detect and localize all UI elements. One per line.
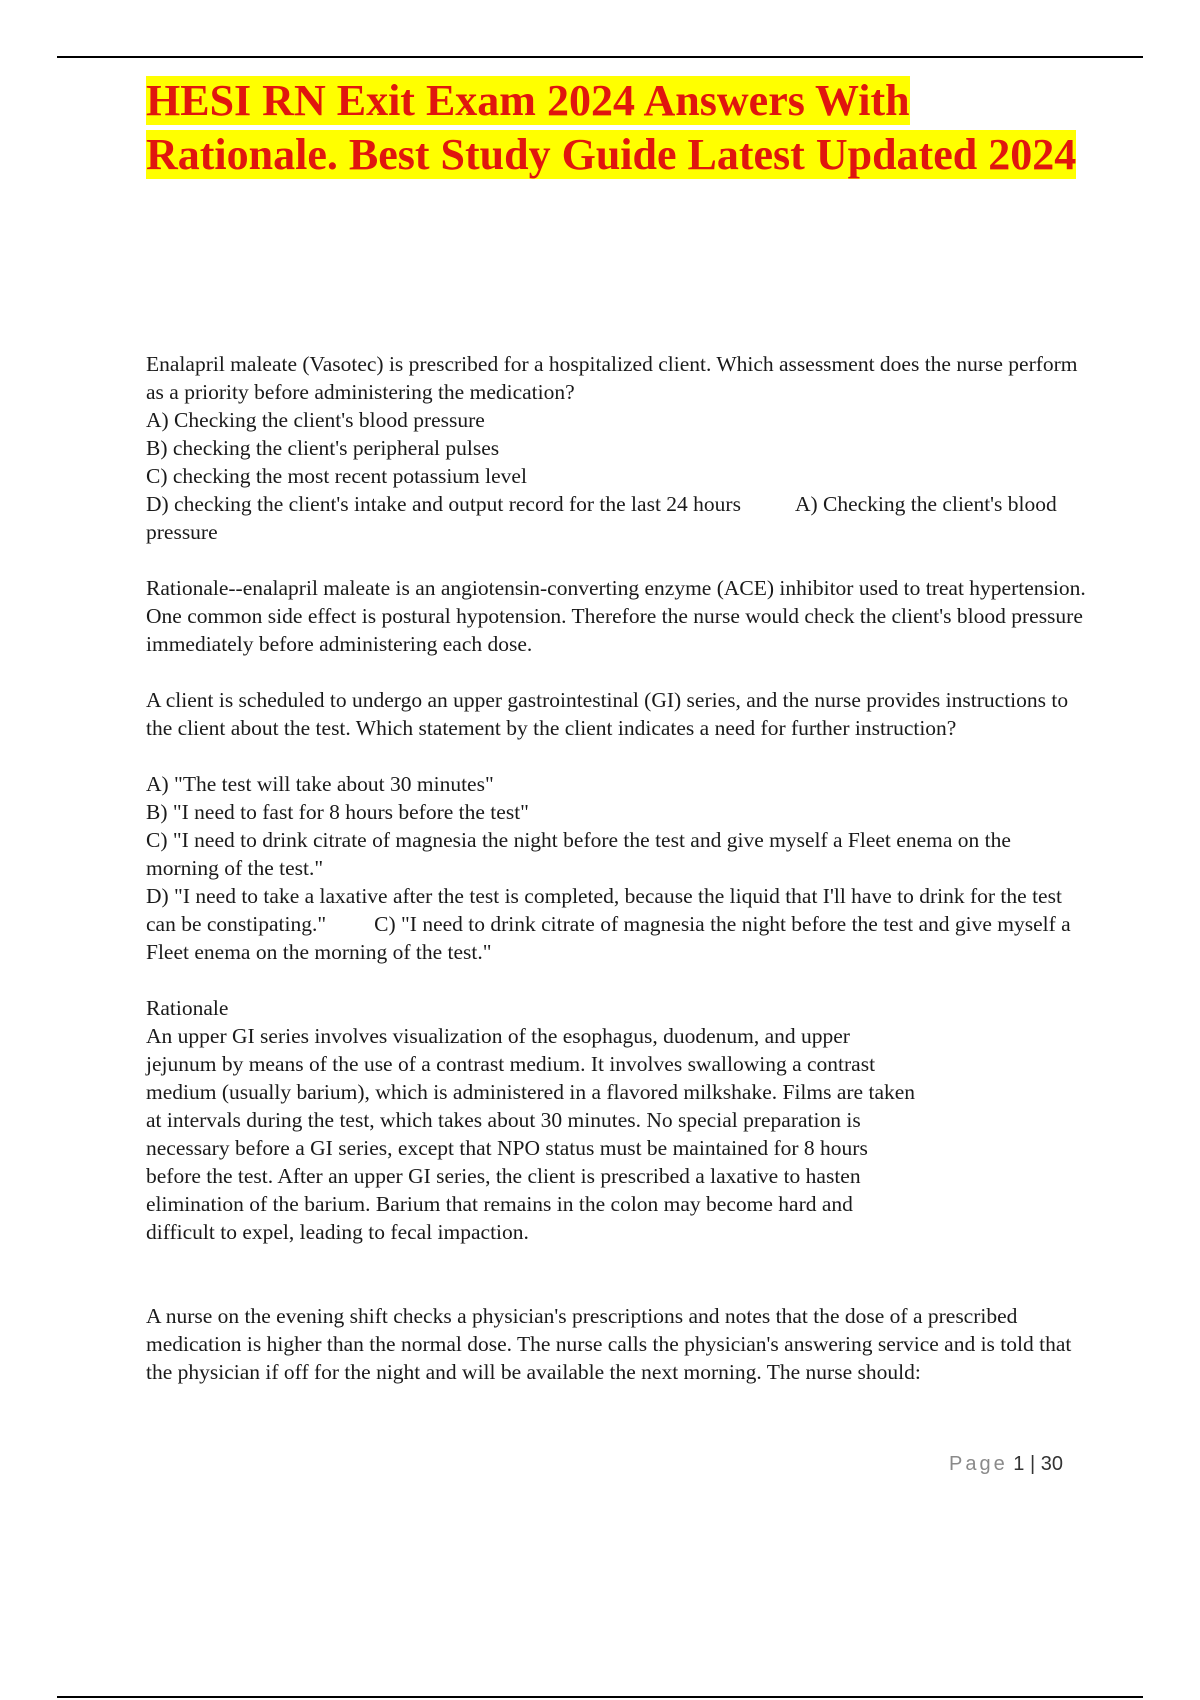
rationale-line: An upper GI series involves visualization of the esophagus, duodenum, and upper: [146, 1024, 850, 1048]
question-1-option-d: D) checking the client's intake and output record for the last 24 hours: [146, 492, 741, 516]
question-1-option-c: C) checking the most recent potassium level: [146, 464, 527, 488]
question-2-option-c: C) "I need to drink citrate of magnesia the night before the test and give myself a Fleet enema on the morning of the test.": [146, 828, 1011, 880]
question-1-stem: Enalapril maleate (Vasotec) is prescribed for a hospitalized client. Which assessment does the nurse perform as a priority before administering the medication?: [146, 352, 1078, 404]
question-3-stem: A nurse on the evening shift checks a physician's prescriptions and notes that the dose of a prescribed medication is higher than the normal dose. The nurse calls the physician's answering service and is told that the physician if off for the night and will be available the next morning. The nurse should:: [146, 1304, 1072, 1384]
question-2-option-d: D) "I need to take a laxative after the test is completed, because the liquid that I'll have to drink for the test can be constipating.": [146, 884, 1062, 936]
question-2-rationale-heading: Rationale: [146, 996, 229, 1020]
question-2-option-d-line: [146, 882, 1086, 966]
question-1-option-b: B) checking the client's peripheral pulses: [146, 436, 500, 460]
question-1-rationale: Rationale--enalapril maleate is an angiotensin-converting enzyme (ACE) inhibitor used to treat hypertension. One common side effect is postural hypotension. Therefore the nurse would check the client's blood pressure immediately before administering each dose.: [146, 576, 1086, 656]
document-body: [146, 350, 1086, 1386]
rationale-line: medium (usually barium), which is administered in a flavored milkshake. Films are taken: [146, 1080, 916, 1104]
document-title: [146, 74, 1086, 182]
page-label: Page: [949, 1453, 1008, 1475]
page-separator: |: [1029, 1453, 1036, 1475]
question-2-answer: C) "I need to drink citrate of magnesia the night before the test and give myself a Fleet enema on the morning of the test.": [146, 912, 1071, 964]
top-rule: [57, 56, 1143, 58]
page-footer: [949, 1453, 1063, 1476]
question-2-option-b: B) "I need to fast for 8 hours before the test": [146, 800, 529, 824]
question-2-option-a: A) "The test will take about 30 minutes": [146, 772, 494, 796]
question-1-answer: A) Checking the client's blood pressure: [146, 492, 1057, 544]
rationale-line: jejunum by means of the use of a contrast medium. It involves swallowing a contrast: [146, 1052, 876, 1076]
total-pages: 30: [1040, 1453, 1063, 1475]
rationale-line: elimination of the barium. Barium that remains in the colon may become hard and: [146, 1192, 853, 1216]
rationale-line: difficult to expel, leading to fecal impaction.: [146, 1220, 529, 1244]
title-block: [146, 74, 1086, 182]
rationale-line: at intervals during the test, which takes about 30 minutes. No special preparation is: [146, 1108, 861, 1132]
rationale-line: before the test. After an upper GI series, the client is prescribed a laxative to hasten: [146, 1164, 861, 1188]
question-1-option-d-line: [146, 490, 1086, 546]
rationale-line: necessary before a GI series, except that NPO status must be maintained for 8 hours: [146, 1136, 868, 1160]
question-2-stem: A client is scheduled to undergo an upper gastrointestinal (GI) series, and the nurse provides instructions to the client about the test. Which statement by the client indicates a need for further instruction?: [146, 688, 1069, 740]
question-1-option-a: A) Checking the client's blood pressure: [146, 408, 485, 432]
page-number: 1: [1013, 1453, 1025, 1475]
bottom-rule: [57, 1696, 1143, 1698]
document-title-highlight: HESI RN Exit Exam 2024 Answers With Rationale. Best Study Guide Latest Updated 2024: [146, 76, 1077, 179]
